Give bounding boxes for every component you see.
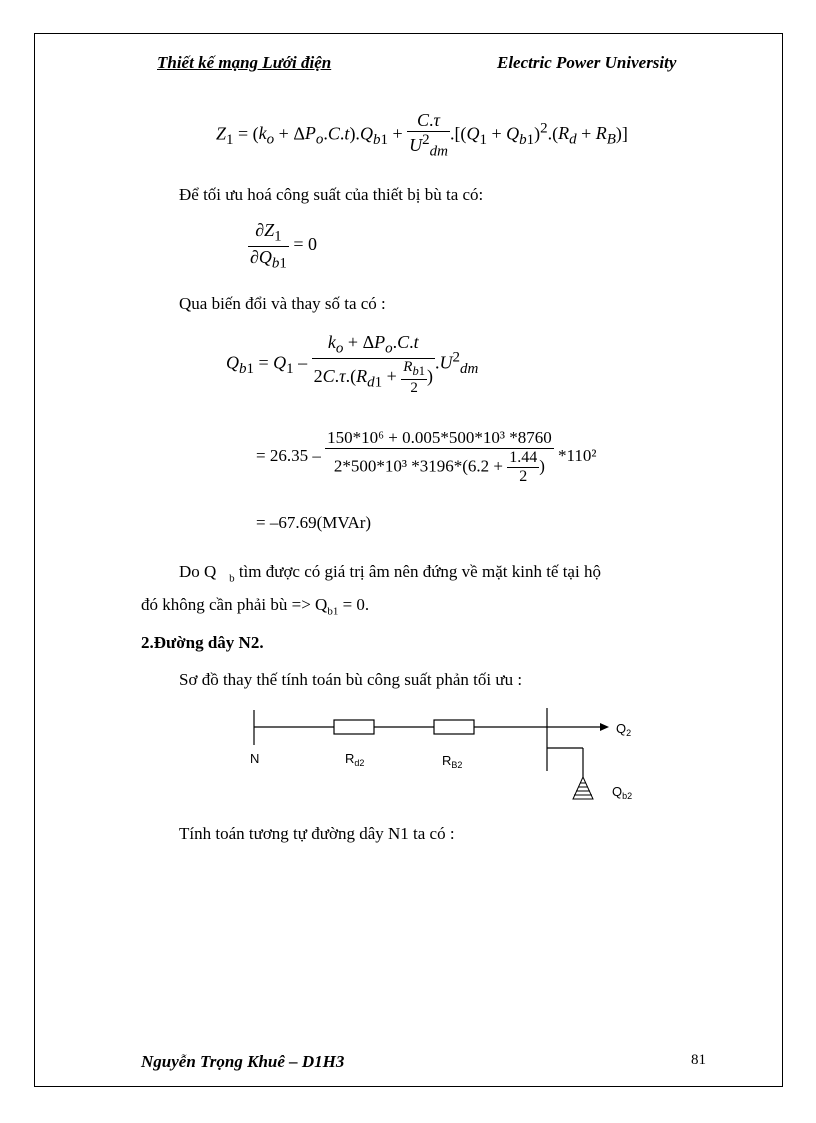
- numeric-numerator: 150*10⁶ + 0.005*500*10³ *8760: [327, 428, 552, 447]
- equation-derivative: $\frac{\partial Z_1}{\partial Q_{b1}}$ = 0: [250, 220, 318, 272]
- paragraph-conclusion-line1: Do Q $_b$ tìm được có giá trị âm nên đứng về mặt kinh tế tại hộ: [179, 562, 601, 585]
- section-heading: 2.Đường dây N2.: [141, 633, 264, 652]
- paragraph-optimize: Để tối ưu hoá công suất của thiết bị bù ta có:: [179, 185, 484, 204]
- paragraph-substitute: Qua biến đổi và thay số ta có :: [179, 294, 386, 313]
- capacitor-symbol: [573, 777, 593, 799]
- label-n: N: [250, 751, 260, 766]
- footer-author: Nguyễn Trọng Khuê – D1H3: [141, 1052, 345, 1071]
- equation-result: = –67.69(MVAr): [256, 513, 372, 532]
- numeric-denominator: 2*500*10³ *3196*(6.2 + $\frac{1.44}{2}$ ): [333, 449, 545, 485]
- resistor-rb2: [434, 720, 474, 734]
- arrow-head: [600, 723, 609, 731]
- label-q2: $Q_2$: [616, 721, 632, 738]
- header-university: Electric Power University: [497, 53, 677, 72]
- header-title: Thiết kế mạng Lưới điện: [157, 53, 332, 72]
- resistor-rd2: [334, 720, 374, 734]
- paragraph-diagram-intro: Sơ đồ thay thế tính toán bù công suất phản tối ưu :: [179, 670, 523, 689]
- equation-numeric: = 26.35 – 150*10⁶ + 0.005*500*10³ *8760 2*500*10³ *3196*(6.2 + $\frac{1.44}{2}$ ) *110²: [256, 428, 597, 485]
- label-rd2: $R_{d2}$: [345, 751, 365, 768]
- label-qb2: $Q_{b2}$: [612, 784, 633, 801]
- paragraph-conclusion-line2: đó không cần phải bù => $Q_{b1} = 0$.: [141, 595, 370, 618]
- page-number: 81: [691, 1052, 706, 1068]
- equation-qb1: $Q_{b1} = Q_1$ – $k_o + \Delta P_o.C.t$ $2C.\tau.(R_{d1}$ + $\frac{R_{b1}}{2}$ ) $.U^2_{dm}$: [226, 332, 479, 396]
- equation-z1: $Z_1 = (k_o + \Delta P_o.C.t).Q_{b1}$ + $\frac{C.\tau}{U^2_{dm}}$ $.[(Q_1 + Q_{b1})^2.(R_d + R_B)]$: [216, 110, 628, 160]
- label-rb2: $R_{B2}$: [442, 753, 463, 770]
- circuit-diagram: [240, 705, 660, 805]
- paragraph-similar: Tính toán tương tự đường dây N1 ta có :: [179, 824, 455, 843]
